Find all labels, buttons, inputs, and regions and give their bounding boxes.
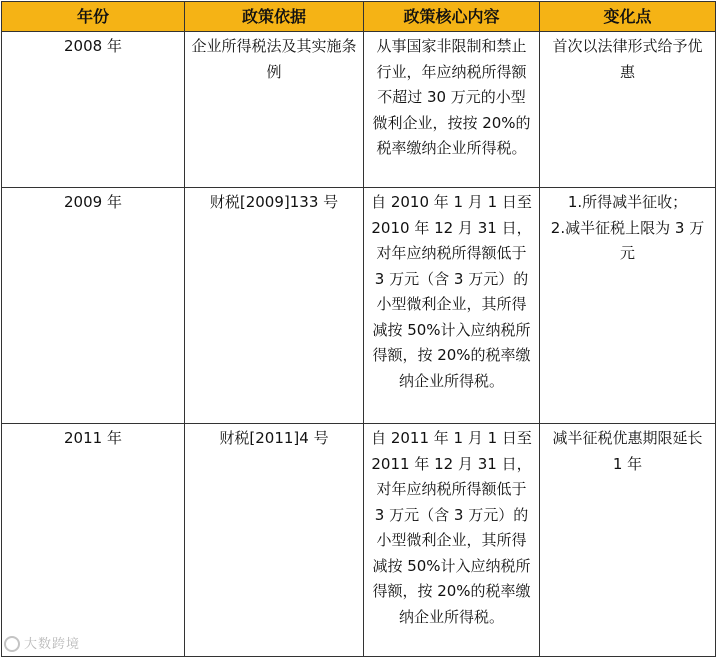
year-cell: 2009 年 [2,188,185,424]
change-cell [540,424,716,657]
header-year: 年份 [2,2,185,32]
policy-table [1,1,716,657]
change-item: 减半征税优惠期限延长 1 年 [552,429,703,473]
change-item: 2.减半征税上限为 3 万元 [550,218,705,262]
table-row [2,424,716,657]
year-cell: 2011 年 [2,424,185,657]
header-change: 变化点 [540,2,716,32]
year-cell: 2008 年 [2,32,185,188]
change-cell [540,32,716,188]
basis-cell: 财税[2011]4 号 [185,424,364,657]
change-cell [540,188,716,424]
watermark-logo-icon [4,636,20,652]
watermark [4,633,80,652]
content-cell: 自 2010 年 1 月 1 日至 2010 年 12 月 31 日，对年应纳税所得额低于 3 万元（含 3 万元）的小型微利企业，其所得减按 50%计入应纳税所得额，按 20%的税率缴纳企业所得税。 [364,188,540,424]
header-row [2,2,716,32]
basis-cell: 财税[2009]133 号 [185,188,364,424]
header-basis: 政策依据 [185,2,364,32]
table-row [2,32,716,188]
basis-cell: 企业所得税法及其实施条例 [185,32,364,188]
table-row [2,188,716,424]
header-content: 政策核心内容 [364,2,540,32]
watermark-text: 大数跨境 [24,637,81,652]
change-item: 1.所得减半征收； [567,193,688,211]
content-cell: 从事国家非限制和禁止行业，年应纳税所得额不超过 30 万元的小型微利企业，按按 20%的税率缴纳企业所得税。 [364,32,540,188]
content-cell: 自 2011 年 1 月 1 日至 2011 年 12 月 31 日，对年应纳税所得额低于 3 万元（含 3 万元）的小型微利企业，其所得减按 50%计入应纳税所得额，按 20%的税率缴纳企业所得税。 [364,424,540,657]
change-item: 首次以法律形式给予优惠 [552,37,703,81]
